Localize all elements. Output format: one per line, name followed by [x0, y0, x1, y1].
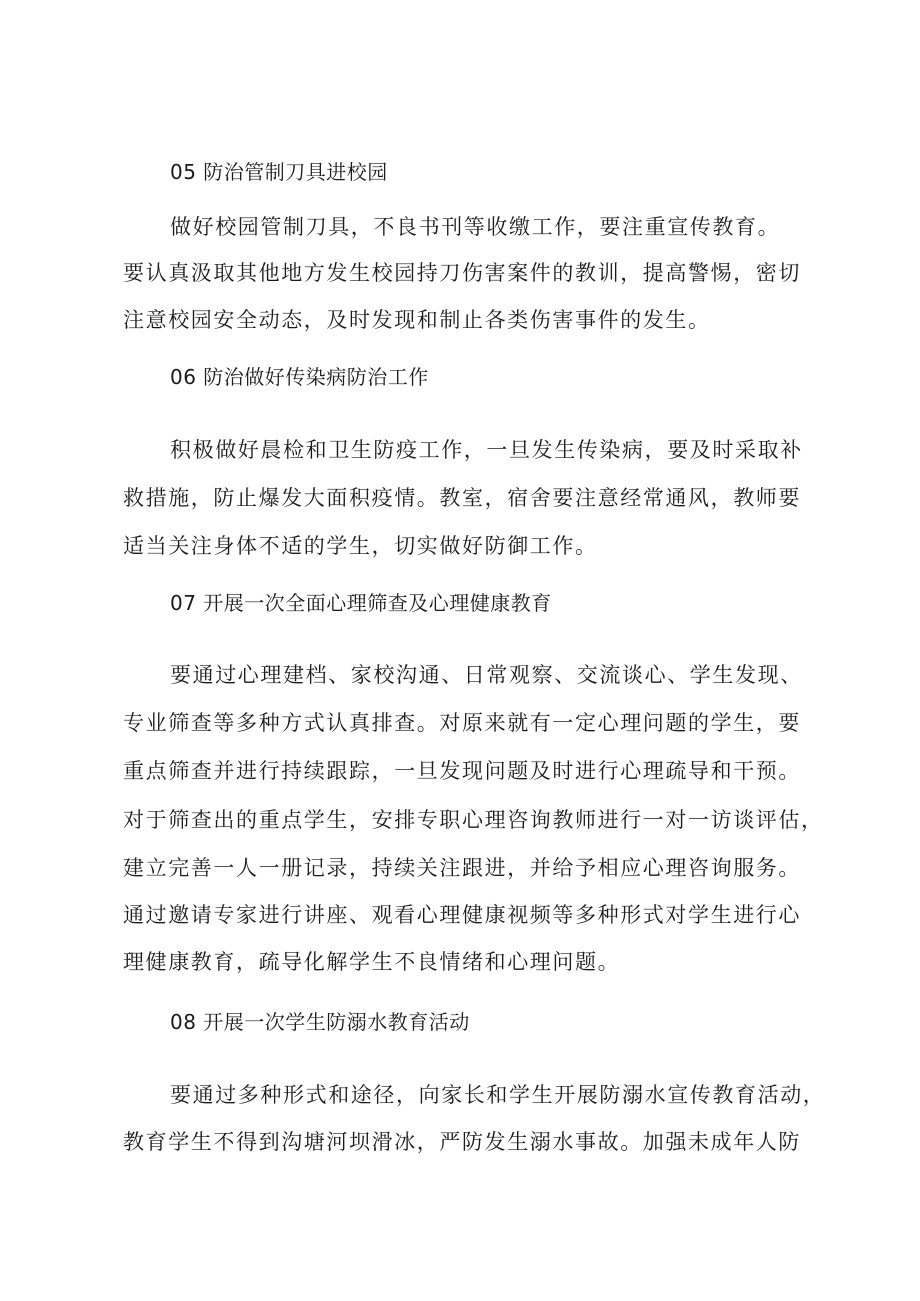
paragraph-line: 注意校园安全动态，及时发现和制止各类伤害事件的发生。: [123, 308, 711, 332]
paragraph-line: 重点筛查并进行持续跟踪，一旦发现问题及时进行心理疏导和干预。: [123, 759, 801, 783]
section-heading-05: 05 防治管制刀具进校园: [170, 160, 388, 184]
paragraph-line: 救措施，防止爆发大面积疫情。教室，宿舍要注意经常通风，教师要: [123, 486, 801, 510]
paragraph-line: 建立完善一人一册记录，持续关注跟进，并给予相应心理咨询服务。: [123, 856, 801, 880]
section-heading-08: 08 开展一次学生防溺水教育活动: [170, 1010, 470, 1034]
section-heading-06: 06 防治做好传染病防治工作: [170, 365, 429, 389]
paragraph-line: 对于筛查出的重点学生，安排专职心理咨询教师进行一对一访谈评估，: [123, 808, 824, 832]
paragraph-line: 教育学生不得到沟塘河坝滑冰，严防发生溺水事故。加强未成年人防: [123, 1130, 801, 1154]
section-heading-07: 07 开展一次全面心理筛查及心理健康教育: [170, 591, 552, 615]
paragraph-line: 做好校园管制刀具，不良书刊等收缴工作，要注重宣传教育。: [170, 215, 781, 239]
paragraph-line: 理健康教育，疏导化解学生不良情绪和心理问题。: [123, 950, 621, 974]
paragraph-line: 要认真汲取其他地方发生校园持刀伤害案件的教训，提高警惕，密切: [123, 261, 801, 285]
paragraph-line: 要通过心理建档、家校沟通、日常观察、交流谈心、学生发现、: [170, 663, 803, 687]
paragraph-line: 通过邀请专家进行讲座、观看心理健康视频等多种形式对学生进行心: [123, 903, 801, 927]
paragraph-line: 适当关注身体不适的学生，切实做好防御工作。: [123, 534, 598, 558]
paragraph-line: 专业筛查等多种方式认真排查。对原来就有一定心理问题的学生，要: [123, 711, 801, 735]
paragraph-line: 积极做好晨检和卫生防疫工作，一旦发生传染病，要及时采取补: [170, 438, 803, 462]
paragraph-line: 要通过多种形式和途径，向家长和学生开展防溺水宣传教育活动，: [170, 1083, 826, 1107]
